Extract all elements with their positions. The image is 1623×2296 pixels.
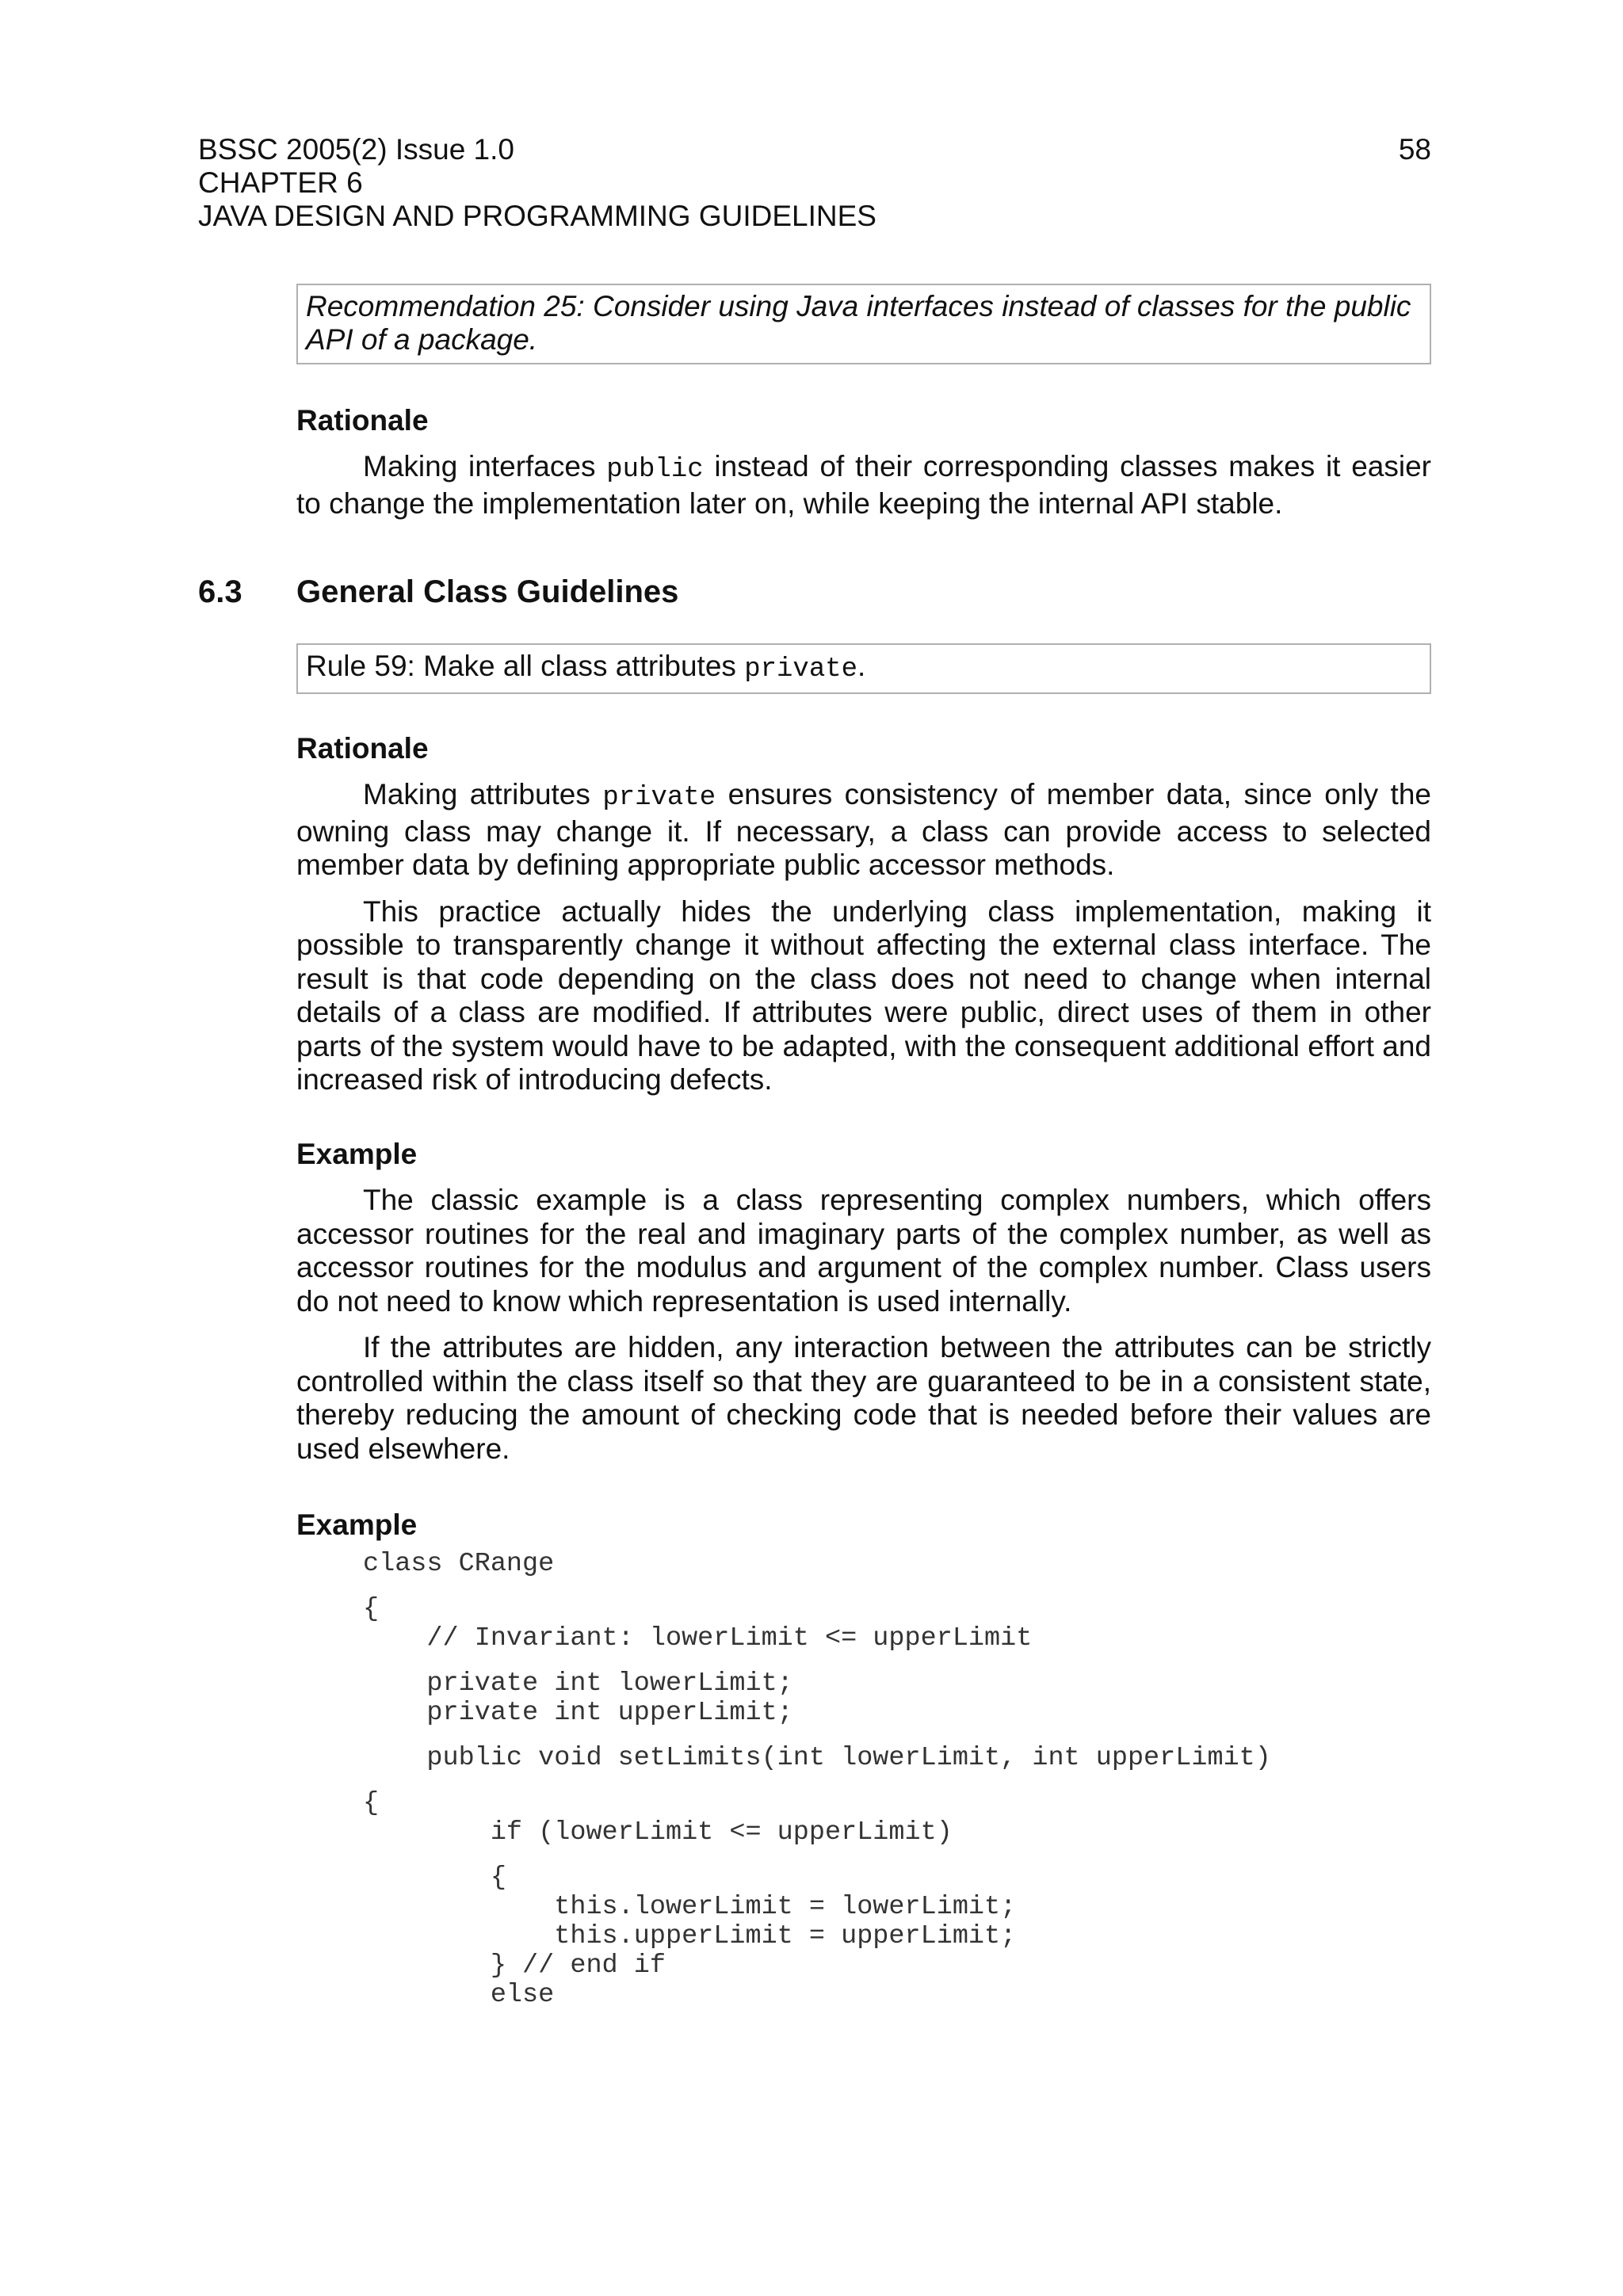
rationale-1-heading: Rationale [296, 404, 429, 437]
rationale-2-paragraph-1: Making attributes private ensures consistency of member data, since only the owning class may change it. If necessary, a class can provide access to selected member data by defining appropriate public accessor methods. [296, 778, 1431, 881]
code-line: this.lowerLimit = lowerLimit; [363, 1892, 1017, 1923]
code-line [363, 1653, 1431, 1669]
code-line: class CRange [363, 1549, 555, 1579]
rationale-2 [296, 732, 1431, 1097]
example-2-heading: Example [296, 1508, 418, 1541]
header-chapter-title: JAVA DESIGN AND PROGRAMMING GUIDELINES [198, 200, 876, 232]
code-line: else [363, 1980, 555, 2011]
page-header [198, 133, 1431, 233]
example-1 [296, 1138, 1431, 1466]
example-1-paragraph-2: If the attributes are hidden, any interaction between the attributes can be strictly controlled within the class itself so that they are guaranteed to be in a consistent state, thereby reducing the amount of checking code that is needed before their values are used elsewhere. [296, 1331, 1431, 1465]
code-line: { [363, 1788, 380, 1819]
section-number: 6.3 [198, 574, 242, 609]
recommendation-25-box [296, 284, 1431, 364]
code-line: private int lowerLimit; [363, 1669, 793, 1699]
code-line [363, 1848, 1431, 1863]
code-line: { [363, 1594, 380, 1625]
code-line: private int upperLimit; [363, 1698, 793, 1729]
example-1-heading: Example [296, 1138, 418, 1170]
rationale-1 [296, 404, 1431, 521]
rationale-2-heading: Rationale [296, 732, 429, 765]
inline-code-public: public [606, 455, 704, 485]
code-line [363, 1773, 1431, 1789]
section-heading [198, 574, 1431, 610]
header-chapter: CHAPTER 6 [198, 166, 363, 199]
code-line: { [363, 1863, 506, 1894]
header-doc-id: BSSC 2005(2) Issue 1.0 [198, 133, 514, 166]
inline-code-private: private [602, 783, 716, 813]
code-line: if (lowerLimit <= upperLimit) [363, 1817, 953, 1848]
code-line [363, 1579, 1431, 1595]
page-number: 58 [1398, 133, 1431, 166]
inline-code-private: private [744, 654, 858, 685]
code-line [363, 1728, 1431, 1744]
example-2 [296, 1508, 1431, 2010]
rule-block [296, 643, 1431, 694]
recommendation-block [296, 284, 1431, 364]
rationale-2-paragraph-2: This practice actually hides the underlying class implementation, making it possible to transparently change it without affecting the external class interface. The result is that code depending on the class does not need to change when internal details of a class are modified. If attributes were public, direct uses of them in other parts of the system would have to be adapted, with the consequent additional effort and increased risk of introducing defects. [296, 894, 1431, 1096]
section-title: General Class Guidelines [296, 574, 679, 609]
rule-59-box: Rule 59: Make all class attributes private. [296, 643, 1431, 694]
code-line: this.upperLimit = upperLimit; [363, 1921, 1017, 1952]
code-listing [363, 1550, 1431, 2010]
recommendation-25-text: Recommendation 25: Consider using Java interfaces instead of classes for the public API of a package. [306, 290, 1411, 356]
code-line: public void setLimits(int lowerLimit, int upperLimit) [363, 1743, 1271, 1774]
rationale-1-paragraph: Making interfaces public instead of their corresponding classes makes it easier to change the implementation later on, while keeping the internal API stable. [296, 450, 1431, 520]
example-1-paragraph-1: The classic example is a class representing complex numbers, which offers accessor routines for the real and imaginary parts of the complex number, as well as accessor routines for the modulus and argument of the complex number. Class users do not need to know which representation is used internally. [296, 1184, 1431, 1318]
code-line: // Invariant: lowerLimit <= upperLimit [363, 1623, 1033, 1654]
code-line: } // end if [363, 1951, 666, 1981]
